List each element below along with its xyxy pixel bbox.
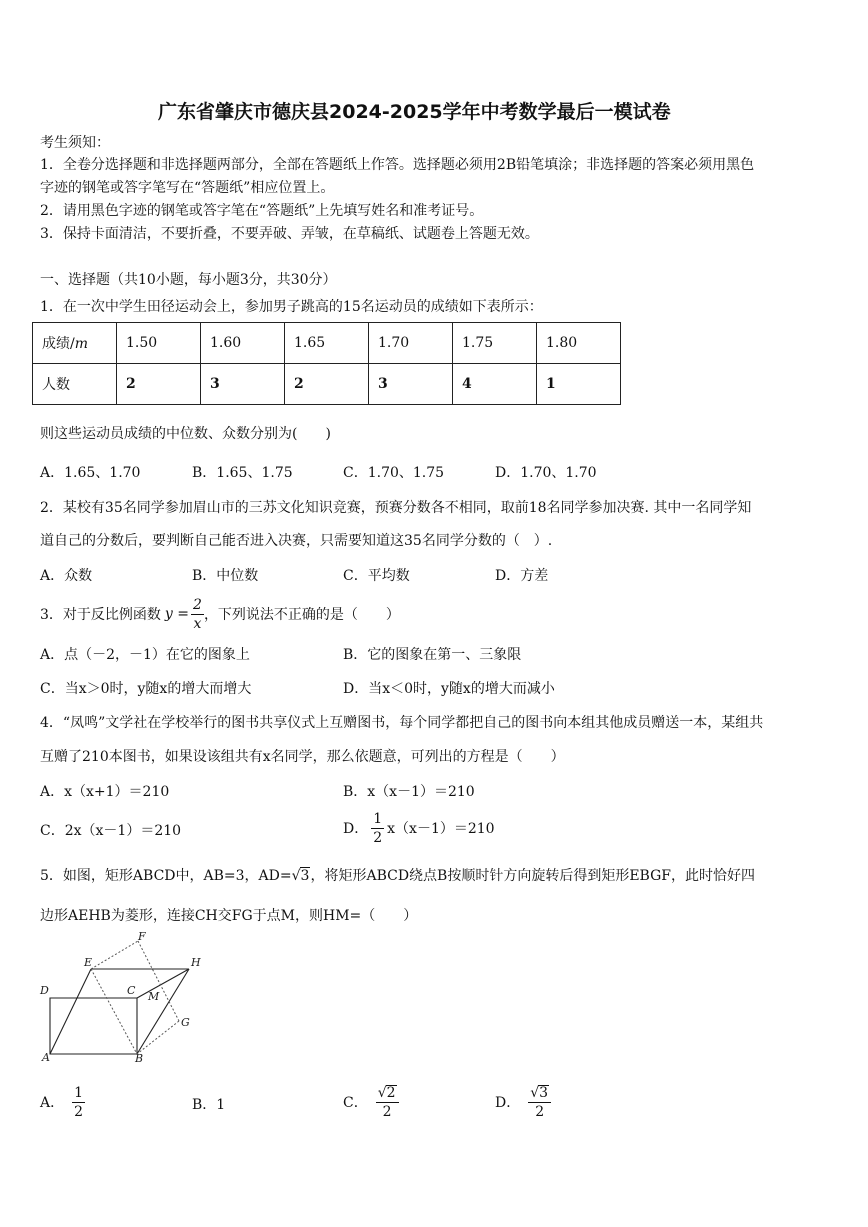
q5-line-1: 5．如图，矩形ABCD中，AB=3，AD= √3 ，将矩形ABCD绕点B按顺时针方向旋转后得到矩形EBGF，此时恰好四 — [40, 867, 755, 884]
label-c: C — [127, 984, 136, 997]
q5-a-fraction: $\frac{1}{2}$ — [74, 1084, 84, 1120]
q4-option-d: D． $\frac{1}{2}$ x（x－1）＝210 — [343, 810, 495, 846]
label-d: D — [40, 984, 49, 997]
q1-question: 则这些运动员成绩的中位数、众数分别为( ) — [40, 426, 331, 442]
table-cell: 1.60 — [201, 323, 285, 364]
q3-option-d: D．当x＜0时，y随x的增大而减小 — [343, 681, 555, 697]
q5-option-b: B．1 — [192, 1097, 226, 1113]
segment-hb — [137, 969, 189, 1054]
q5-d-fraction: $\frac{√3}{2}$ — [528, 1085, 551, 1119]
q2-line-2: 道自己的分数后，要判断自己能否进入决赛，只需要知道这35名同学分数的（ ）. — [40, 533, 553, 549]
section-heading: 一、选择题（共10小题，每小题3分，共30分） — [40, 272, 337, 288]
q2-line-1: 2．某校有35名同学参加眉山市的三苏文化知识竞赛，预赛分数各不相同，取前18名同学参加决赛. 其中一名同学知 — [40, 500, 752, 516]
segment-fg — [138, 941, 179, 1021]
notice-item-2: 2．请用黑色字迹的钢笔或答字笔在“答题纸”上先填写姓名和准考证号。 — [40, 203, 484, 219]
table-cell: 3 — [201, 364, 285, 405]
table-cell: 1.50 — [117, 323, 201, 364]
label-f: F — [138, 930, 146, 943]
q2-option-c: C．平均数 — [343, 568, 410, 584]
q3-option-c: C．当x＞0时，y随x的增大而增大 — [40, 681, 252, 697]
q5-option-d: D． $\frac{√3}{2}$ — [495, 1078, 551, 1126]
notice-item-1: 1．全卷分选择题和非选择题两部分，全部在答题纸上作答。选择题必须用2B铅笔填涂；非选择题的答案必须用黑色 — [40, 157, 755, 173]
q3-fraction: $\frac{2}{x}$ — [193, 596, 202, 632]
q4-line-2: 互赠了210本图书，如果设该组共有x名同学，那么依题意，可列出的方程是（ ） — [40, 749, 565, 765]
q1-stem: 1．在一次中学生田径运动会上，参加男子跳高的15名运动员的成绩如下表所示： — [40, 299, 543, 315]
segment-ef — [91, 941, 138, 969]
segment-gb — [137, 1021, 179, 1054]
table-row — [33, 323, 621, 364]
notice-item-1-cont: 字迹的钢笔或答字笔写在“答题纸”相应位置上。 — [40, 180, 335, 196]
q4-option-a: A．x（x+1）＝210 — [40, 784, 170, 800]
q1-option-c: C．1.70、1.75 — [343, 465, 445, 481]
q3-suffix: ，下列说法不正确的是（ ） — [203, 607, 400, 623]
q4-fraction: $\frac{1}{2}$ — [373, 810, 383, 846]
label-b: B — [135, 1052, 144, 1063]
table-cell: 4 — [453, 364, 537, 405]
table-cell: 3 — [369, 364, 453, 405]
q3-option-b: B．它的图象在第一、三象限 — [343, 647, 522, 663]
label-m: M — [148, 990, 160, 1003]
table-cell: 1.65 — [285, 323, 369, 364]
table-cell: 1.80 — [537, 323, 621, 364]
table-cell: 1.70 — [369, 323, 453, 364]
q1-option-b: B．1.65、1.75 — [192, 465, 293, 481]
label-g: G — [181, 1016, 190, 1029]
table-cell: 1 — [537, 364, 621, 405]
q5-option-c: C． $\frac{√2}{2}$ — [343, 1078, 399, 1126]
label-a: A — [42, 1051, 50, 1063]
table-cell: 2 — [117, 364, 201, 405]
q5-option-a: A． $\frac{1}{2}$ — [40, 1084, 84, 1120]
q2-option-d: D．方差 — [495, 568, 549, 584]
label-h: H — [191, 956, 201, 969]
q3-stem — [40, 592, 400, 636]
table-row — [33, 364, 621, 405]
q3-option-a: A．点（－2，－1）在它的图象上 — [40, 647, 250, 663]
notice-item-3: 3．保持卡面清洁，不要折叠，不要弄破、弄皱，在草稿纸、试题卷上答题无效。 — [40, 226, 539, 242]
score-table — [32, 322, 621, 405]
q4-option-c: C．2x（x－1）＝210 — [40, 823, 182, 839]
q1-option-a: A．1.65、1.70 — [40, 465, 141, 481]
q5-line-2: 边形AEHB为菱形，连接CH交FG于点M，则HM=（ ） — [40, 908, 418, 924]
segment-eb — [91, 969, 137, 1054]
q2-option-a: A．众数 — [40, 568, 93, 584]
q3-func-lhs: y = — [164, 606, 190, 622]
q5-c-fraction: $\frac{√2}{2}$ — [376, 1085, 399, 1119]
segment-ae — [50, 969, 91, 1054]
q2-option-b: B．中位数 — [192, 568, 259, 584]
segment-ch — [137, 969, 189, 998]
table-cell: 成绩/m — [33, 323, 117, 364]
table-cell: 2 — [285, 364, 369, 405]
q3-prefix: 3．对于反比例函数 — [40, 607, 161, 623]
q4-option-b: B．x（x－1）＝210 — [343, 784, 475, 800]
page-title: 广东省肇庆市德庆县2024-2025学年中考数学最后一模试卷 — [158, 101, 671, 123]
label-e: E — [84, 956, 93, 969]
q4-line-1: 4．“凤鸣”文学社在学校举行的图书共享仪式上互赠图书，每个同学都把自己的图书向本组其他成员赠送一本，某组共 — [40, 715, 764, 731]
table-cell: 1.75 — [453, 323, 537, 364]
notice-heading: 考生须知： — [40, 135, 110, 151]
sqrt-expression: √3 — [291, 867, 310, 884]
geometry-figure — [34, 928, 204, 1063]
q1-option-d: D．1.70、1.70 — [495, 465, 597, 481]
table-cell: 人数 — [33, 364, 117, 405]
